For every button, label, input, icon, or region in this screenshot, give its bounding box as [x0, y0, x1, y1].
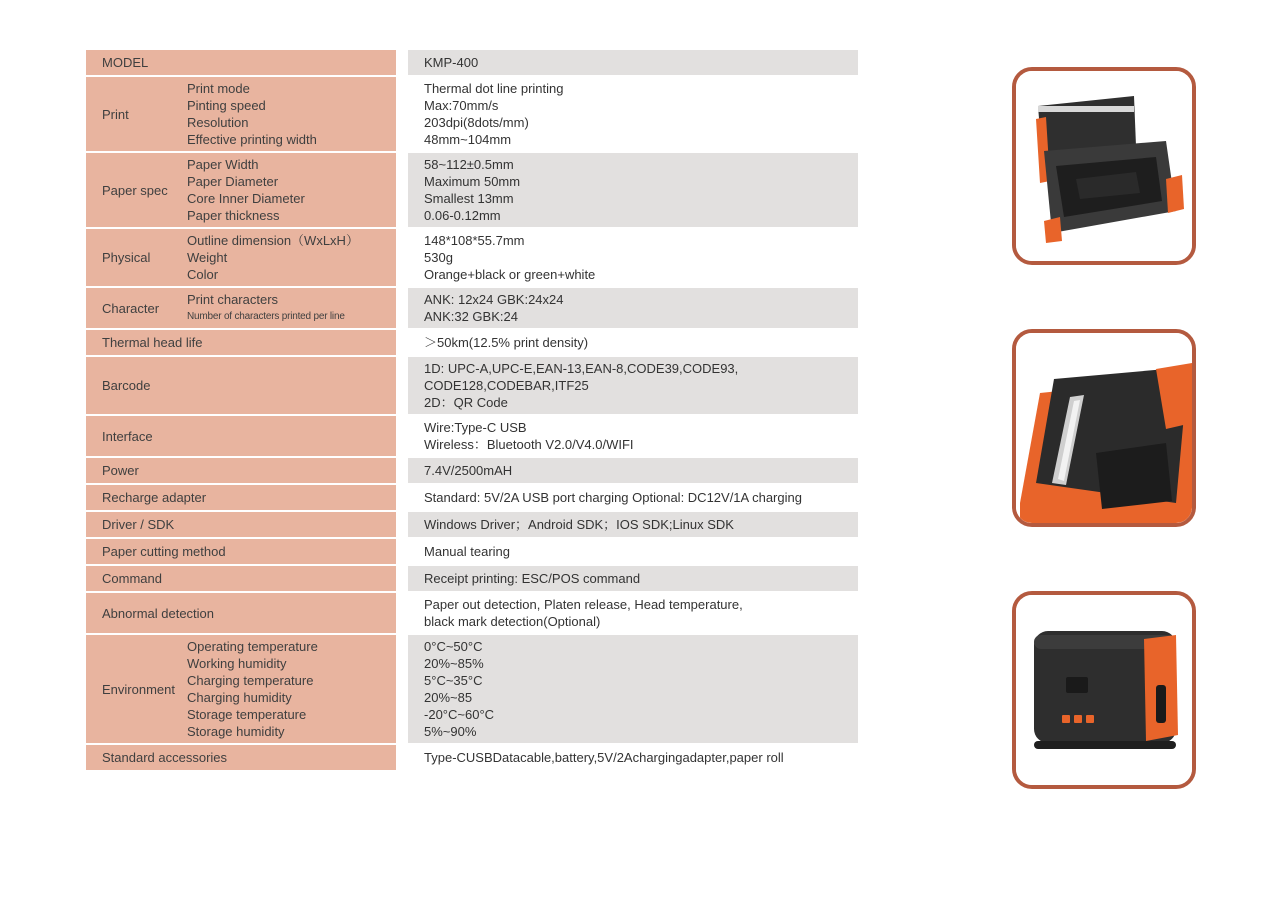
spec-category: Environment	[86, 635, 183, 745]
spec-category: Character	[86, 288, 183, 330]
spec-value	[396, 229, 858, 288]
spec-value-line: ANK: 12x24 GBK:24x24	[424, 292, 564, 307]
spec-row	[86, 330, 858, 357]
spec-value	[396, 50, 858, 77]
spec-row	[86, 357, 858, 416]
spec-subcategory: Print mode	[187, 81, 250, 96]
spec-value-line: ＞50km(12.5% print density)	[424, 335, 589, 350]
spec-category: Paper spec	[86, 153, 183, 229]
spec-subcategory: Storage humidity	[187, 724, 285, 739]
spec-value-line: 0.06-0.12mm	[424, 208, 501, 223]
spec-subcategories	[183, 229, 396, 288]
spec-row	[86, 416, 858, 458]
spec-value-line: Thermal dot line printing	[424, 81, 564, 96]
spec-value-line: Orange+black or green+white	[424, 267, 596, 282]
spec-subcategory: Paper thickness	[187, 208, 280, 223]
spec-value-line: 148*108*55.7mm	[424, 233, 525, 248]
spec-value	[396, 635, 858, 745]
spec-row	[86, 288, 858, 330]
spec-value-line: Paper out detection, Platen release, Head temperature,	[424, 597, 743, 612]
spec-row	[86, 229, 858, 288]
spec-value-line: 1D: UPC-A,UPC-E,EAN-13,EAN-8,CODE39,CODE93,	[424, 361, 739, 376]
spec-category: Driver / SDK	[86, 512, 396, 539]
spec-value-line: 5%~90%	[424, 724, 477, 739]
spec-category: Physical	[86, 229, 183, 288]
spec-subcategories	[183, 77, 396, 153]
printer-photo-open-top	[1012, 67, 1196, 265]
spec-value-line: CODE128,CODEBAR,ITF25	[424, 378, 589, 393]
spec-subcategory: Outline dimension（WxLxH）	[187, 233, 359, 248]
spec-value-line: 20%~85%	[424, 656, 484, 671]
spec-row	[86, 745, 858, 772]
spec-value-line: Smallest 13mm	[424, 191, 514, 206]
spec-value-line: Wireless：Bluetooth V2.0/V4.0/WIFI	[424, 437, 634, 452]
spec-subcategory: Charging temperature	[187, 673, 314, 688]
spec-value-line: Type-CUSBDatacable,battery,5V/2Achargingadapter,paper roll	[424, 750, 784, 765]
spec-subcategory: Pinting speed	[187, 98, 266, 113]
spec-value-line: Wire:Type-C USB	[424, 420, 527, 435]
spec-value-line: Standard: 5V/2A USB port charging Optional: DC12V/1A charging	[424, 490, 802, 505]
printer-front-illustration	[1016, 595, 1192, 785]
spec-value-line: 5°C~35°C	[424, 673, 483, 688]
spec-value-line: black mark detection(Optional)	[424, 614, 601, 629]
spec-category: MODEL	[86, 50, 396, 77]
spec-row	[86, 512, 858, 539]
spec-subcategories	[183, 153, 396, 229]
spec-subcategory: Operating temperature	[187, 639, 318, 654]
spec-subcategory: Effective printing width	[187, 132, 317, 147]
spec-value-line: 7.4V/2500mAH	[424, 463, 513, 478]
spec-row	[86, 50, 858, 77]
spec-value	[396, 485, 858, 512]
spec-value-line: 530g	[424, 250, 453, 265]
spec-subcategory: Paper Diameter	[187, 174, 279, 189]
spec-value-line: Windows Driver；Android SDK；IOS SDK;Linux SDK	[424, 517, 734, 532]
spec-value-line: 203dpi(8dots/mm)	[424, 115, 529, 130]
spec-subcategory: Color	[187, 267, 219, 282]
spec-value-line: -20°C~60°C	[424, 707, 495, 722]
spec-row	[86, 485, 858, 512]
spec-subcategory: Core Inner Diameter	[187, 191, 305, 206]
spec-row	[86, 458, 858, 485]
spec-value-line: Manual tearing	[424, 544, 511, 559]
printer-photo-mechanism	[1012, 329, 1196, 527]
spec-category: Abnormal detection	[86, 593, 396, 635]
spec-value	[396, 416, 858, 458]
spec-category: Recharge adapter	[86, 485, 396, 512]
spec-subcategories	[183, 288, 396, 330]
spec-value	[396, 458, 858, 485]
printer-mechanism-illustration	[1016, 333, 1192, 523]
spec-category: Barcode	[86, 357, 396, 416]
spec-subcategory: Working humidity	[187, 656, 287, 671]
spec-value	[396, 566, 858, 593]
spec-row	[86, 635, 858, 745]
spec-value-line: Max:70mm/s	[424, 98, 499, 113]
spec-value-line: KMP-400	[424, 55, 479, 70]
spec-table	[86, 50, 858, 772]
spec-subcategories	[183, 635, 396, 745]
spec-value	[396, 593, 858, 635]
spec-value-line: 0°C~50°C	[424, 639, 483, 654]
spec-row	[86, 566, 858, 593]
spec-value	[396, 330, 858, 357]
spec-subcategory: Print characters	[187, 292, 279, 307]
spec-value-line: 2D：QR Code	[424, 395, 508, 410]
spec-row	[86, 153, 858, 229]
spec-value-line: Receipt printing: ESC/POS command	[424, 571, 641, 586]
spec-subcategory: Storage temperature	[187, 707, 307, 722]
spec-value	[396, 745, 858, 772]
spec-value-line: 58~112±0.5mm	[424, 157, 514, 172]
spec-value	[396, 357, 858, 416]
spec-value	[396, 539, 858, 566]
spec-category: Paper cutting method	[86, 539, 396, 566]
spec-value	[396, 77, 858, 153]
spec-value-line: 48mm~104mm	[424, 132, 512, 147]
spec-subcategory: Number of characters printed per line	[187, 311, 345, 322]
spec-row	[86, 77, 858, 153]
spec-value-line: ANK:32 GBK:24	[424, 309, 518, 324]
printer-photo-front	[1012, 591, 1196, 789]
spec-value	[396, 512, 858, 539]
spec-subcategory: Paper Width	[187, 157, 259, 172]
spec-category: Standard accessories	[86, 745, 396, 772]
spec-category: Interface	[86, 416, 396, 458]
spec-row	[86, 593, 858, 635]
spec-category: Power	[86, 458, 396, 485]
spec-category: Thermal head life	[86, 330, 396, 357]
spec-value-line: Maximum 50mm	[424, 174, 521, 189]
spec-subcategory: Weight	[187, 250, 228, 265]
spec-subcategory: Resolution	[187, 115, 249, 130]
spec-category: Print	[86, 77, 183, 153]
spec-row	[86, 539, 858, 566]
spec-value	[396, 153, 858, 229]
spec-category: Command	[86, 566, 396, 593]
spec-value	[396, 288, 858, 330]
spec-value-line: 20%~85	[424, 690, 473, 705]
spec-subcategory: Charging humidity	[187, 690, 292, 705]
printer-open-illustration	[1016, 71, 1192, 261]
